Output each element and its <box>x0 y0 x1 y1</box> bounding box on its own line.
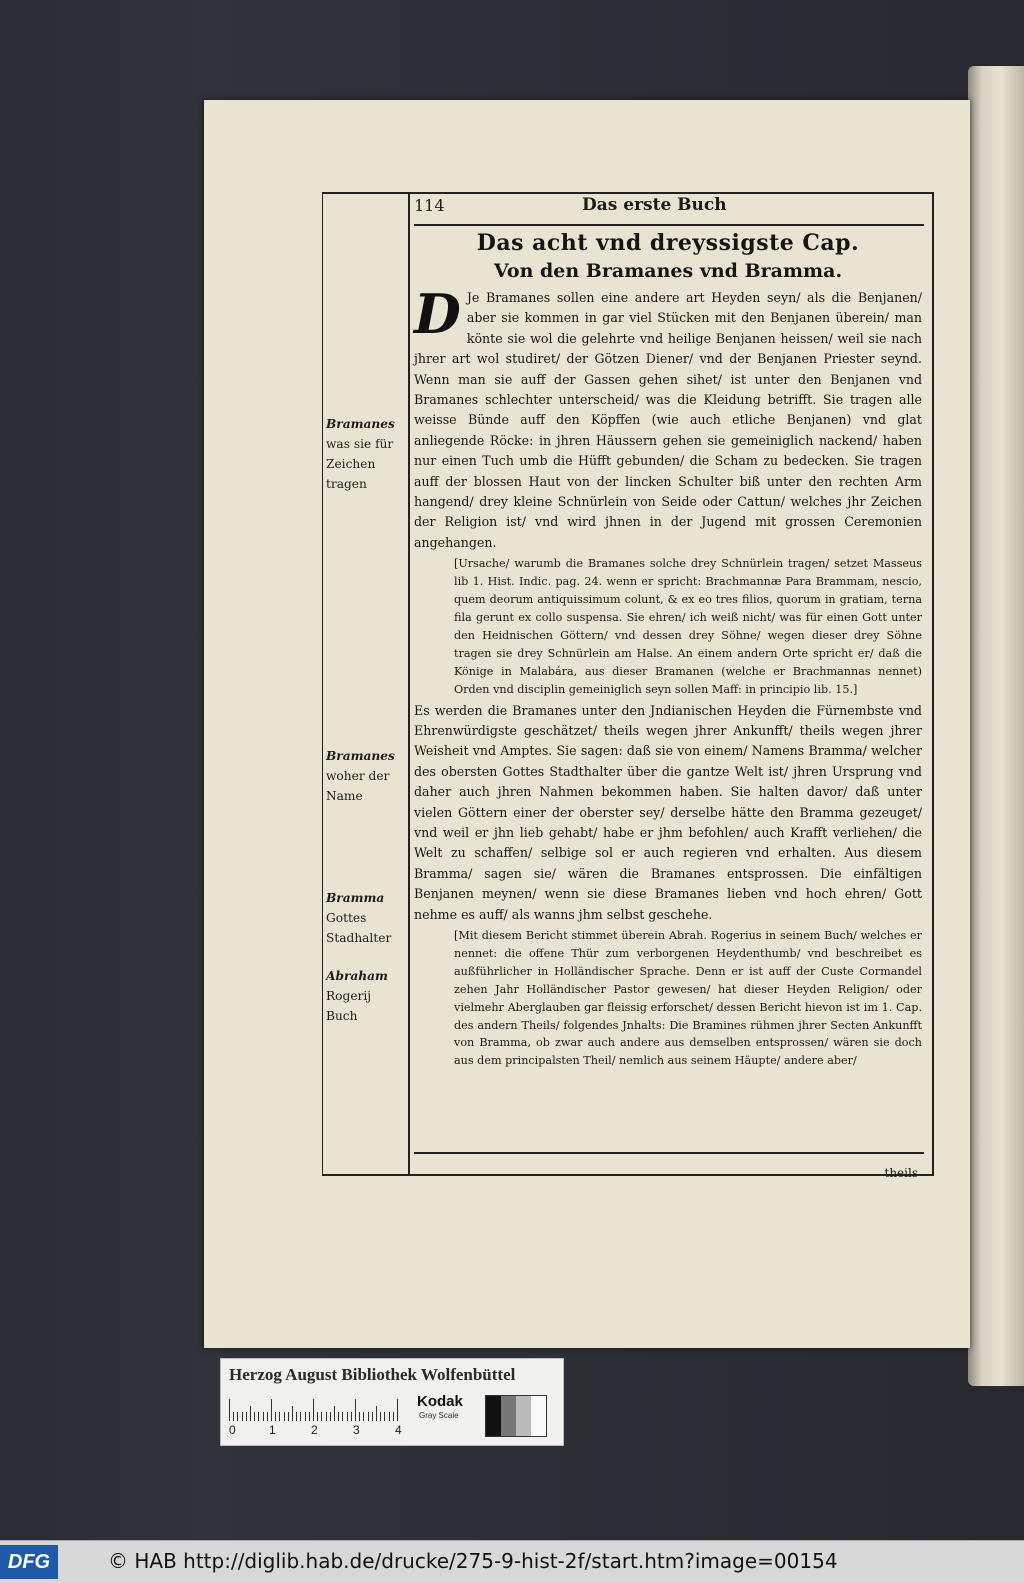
ruler-tick <box>263 1412 264 1421</box>
ruler-tick <box>338 1412 339 1421</box>
ruler-tick <box>313 1399 314 1421</box>
footer-bar <box>0 1540 1024 1583</box>
ruler-numbers: 0 1 2 3 4 <box>229 1423 402 1437</box>
ruler-tick <box>275 1412 276 1421</box>
catchword: theils <box>884 1166 918 1180</box>
margin-rule <box>408 194 410 1174</box>
facing-page-edge <box>968 66 1024 1386</box>
margin-note: Bramanes was sie für Zeichen tragen <box>326 417 395 491</box>
ruler-tick <box>380 1412 381 1421</box>
bracket-note: [Ursache/ warumb die Bramanes solche drey Schnürlein tragen/ setzet Masseus lib 1. Hist. Indic. pag. 24. wenn er spricht: Brachmannæ Para Brammam, nescio, quem deorum antiquissimum colunt, & ex eo tres filios, quorum in gratiam, terna fila gerunt ex collo suspensa. Sie ehren/ ich weiß nicht/ was für einen Gott unter den Heidnischen Göttern/ vnd dessen drey Söhne/ wegen dieser drey Söhne tragen sie drey Schnürlein am Halse. An einem andern Orte spricht er/ daß die Könige in Malabára, aus dieser Bramanen (welche er Brachmannas nennet) Orden vnd disciplin gemeiniglich seyn sollen Maff: in principio lib. 15.] <box>454 557 922 696</box>
text-frame <box>322 192 934 1180</box>
ruler-tick <box>271 1399 272 1421</box>
paragraph: Es werden die Bramanes unter den Jndianischen Heyden die Fürnembste vnd Ehrenwürdigste geschätzet/ theils wegen jhrer Ankunfft/ theils wegen jhrer Weisheit vnd Amptes. Sie sagen: daß sie von einem/ Namens Bramma/ welcher des obersten Gottes Stadthalter über die gantze Welt ist/ jhren Ursprung vnd daher auch jhren Nahmen bekommen haben. Sie halten davor/ daß unter vielen Göttern einer der oberster sey/ derselbe hätte den Bramma gezeuget/ vnd weil er jhn lieb gehabt/ habe er jhm befohlen/ auch Krafft verliehen/ die Welt zu schaffen/ selbige sol er auch regieren vnd erhalten. Aus diesem Bramma/ sagen sie/ wären die Bramanes entsprossen. Die einfältigen Benjanen meynen/ wenn sie diese Bramanes lieben vnd hoch ehren/ Gott nehme es auff/ als wanns jhm selbst geschehe. <box>414 702 922 922</box>
ruler-tick <box>351 1412 352 1421</box>
library-name: Herzog August Bibliothek Wolfenbüttel <box>229 1365 516 1384</box>
ruler-tick <box>321 1412 322 1421</box>
kodak-logo: Kodak <box>417 1393 463 1410</box>
running-head: Das erste Buch <box>582 195 727 215</box>
paragraph: D Je Bramanes sollen eine andere art Heyden seyn/ als die Benjanen/ aber sie kommen in gar viel Stücken mit den Benjanen überein/ man könte sie wol die gelehrte vnd heilige Benjanen heissen/ weil sie nach jhrer art wol studiret/ der Götzen Diener/ vnd der Benjanen Priester seynd. Wenn man sie auff der Gassen gehen sihet/ ist unter den Benjanen vnd Bramanes schlechter unterscheid/ was die Kleidung betrifft. Sie tragen alle weisse Bünde auff den Köpffen (wie auch etliche Benjanen) vnd glat anliegende Röcke: in jhren Häussern gehen sie gemeiniglich nackend/ haben nur einen Tuch umb die Hüfft gebunden/ die Scham zu bedecken. Sie tragen auff der blossen Haut von der lincken Schulter biß unter den rechten Arm hangend/ drey kleine Schnürlein von Seide oder Cattun/ welches jhr Zeichen der Religion ist/ vnd wird jhnen in der Jugend mit grossen Ceremonien angehangen. <box>414 282 922 550</box>
credit-line: © HAB http://diglib.hab.de/drucke/275-9-hist-2f/start.htm?image=00154 <box>108 1549 838 1573</box>
gray-scale-patches <box>485 1395 547 1437</box>
ruler-ticks <box>229 1395 409 1421</box>
margin-note: Abraham Rogerij Buch <box>326 969 388 1023</box>
ruler-tick <box>279 1412 280 1421</box>
ruler-tick <box>242 1412 243 1421</box>
ruler-tick <box>296 1412 297 1421</box>
page-number: 114 <box>414 196 445 215</box>
ruler-tick <box>359 1412 360 1421</box>
ruler-tick <box>288 1412 289 1421</box>
margin-note: Bramma Gottes Stadhalter <box>326 891 392 945</box>
ruler-tick <box>384 1412 385 1421</box>
ruler-tick <box>347 1412 348 1421</box>
ruler-tick <box>254 1412 255 1421</box>
ruler-tick <box>363 1412 364 1421</box>
gray-scale-label: Gray Scale <box>419 1411 459 1420</box>
ruler-tick <box>389 1412 390 1421</box>
chapter-subtitle: Von den Bramanes vnd Bramma. <box>493 260 843 282</box>
ruler-tick <box>342 1412 343 1421</box>
footer-rule <box>414 1152 924 1154</box>
ruler-tick <box>334 1406 335 1421</box>
ruler-tick <box>376 1406 377 1421</box>
ruler-tick <box>368 1412 369 1421</box>
ruler-tick <box>317 1412 318 1421</box>
ruler-tick <box>250 1406 251 1421</box>
ruler-tick <box>372 1412 373 1421</box>
drop-cap: D <box>414 282 461 346</box>
ruler-tick <box>309 1412 310 1421</box>
ruler-tick <box>397 1399 398 1421</box>
book-page <box>204 100 970 1348</box>
ruler-tick <box>393 1412 394 1421</box>
ruler-tick <box>292 1406 293 1421</box>
ruler-tick <box>229 1399 230 1421</box>
ruler-tick <box>233 1412 234 1421</box>
margin-note: Bramanes woher der Name <box>326 749 395 803</box>
ruler-tick <box>300 1412 301 1421</box>
ruler-tick <box>258 1412 259 1421</box>
dfg-logo: DFG <box>0 1545 58 1579</box>
main-text <box>414 228 922 1072</box>
color-scale-card <box>220 1358 564 1446</box>
chapter-title: Das acht vnd dreyssigste Cap. <box>476 230 860 256</box>
ruler-tick <box>246 1412 247 1421</box>
ruler-tick <box>284 1412 285 1421</box>
bracket-note: [Mit diesem Bericht stimmet überein Abrah. Rogerius in seinem Buch/ welches er nennet: die offene Thür zum verborgenen Heydenthumb/ vnd beschreibet es außführlicher in Holländischer Sprache. Denn er ist auff der Custe Cormandel zehen Jahr Holländischer Pastor gewesen/ hat dieser Heyden Religion/ oder vielmehr Aberglauben gar fleissig erforschet/ dessen Bericht hievon ist im 1. Cap. des andern Theils/ folgendes Jnhalts: Die Bramines rühmen jhrer Secten Ankunfft von Bramma, ob zwar auch andere aus demselben entsprossen/ wären sie doch aus dem principalsten Theil/ nemlich aus seinem Häupte/ andere aber/ <box>454 929 922 1068</box>
ruler-tick <box>237 1412 238 1421</box>
ruler-tick <box>267 1412 268 1421</box>
ruler-tick <box>330 1412 331 1421</box>
header-rule <box>414 224 924 226</box>
ruler-tick <box>305 1412 306 1421</box>
ruler-tick <box>355 1399 356 1421</box>
ruler-tick <box>326 1412 327 1421</box>
